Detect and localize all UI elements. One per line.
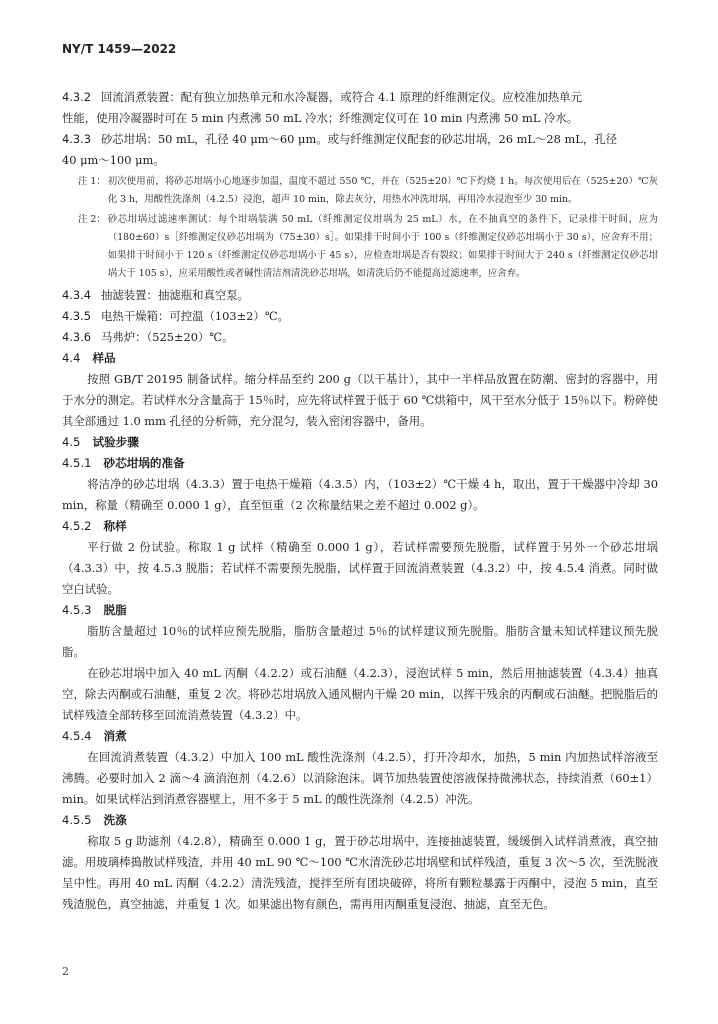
heading-number: 4.5	[62, 435, 81, 449]
heading-title: 样品	[92, 351, 116, 365]
heading-4-5-5	[62, 810, 658, 831]
clause-continuation: 性能，使用冷凝器时可在 5 min 内煮沸 50 mL 冷水；纤维测定仪可在 10 min 内煮沸 50 mL 冷水。	[62, 111, 579, 125]
note-label: 注 1：	[78, 176, 106, 187]
clause-continuation: 40 μm～100 μm。	[62, 153, 165, 167]
heading-number: 4.4	[62, 351, 81, 365]
heading-4-5	[62, 432, 658, 453]
paragraph: 在砂芯坩埚中加入 40 mL 丙酮（4.2.2）或石油醚（4.2.3），浸泡试样 5 min，然后用抽滤装置（4.3.4）抽真空，除去丙酮或石油醚，重复 2 次。将砂芯坩埚放入通风橱内干燥 20 min，以挥干残余的丙酮或石油醚。把脱脂后的试样残渣全部转移至回流消煮装置（4.3.2）中。	[62, 666, 658, 722]
paragraph: 按照 GB/T 20195 制备试样。缩分样品至约 200 g（以干基计），其中一半样品放置在防潮、密封的容器中，用于水分的测定。若试样水分含量高于 15％时，应先将试样置于低于 60 ℃烘箱中，风干至水分低于 15％以下。粉碎使其全部通过 1.0 mm 孔径的分析筛，充分混匀，装入密闭容器中，备用。	[62, 372, 658, 428]
heading-4-5-4	[62, 726, 658, 747]
section-4-3-2	[62, 87, 658, 129]
section-4-3-6	[62, 327, 658, 348]
heading-title: 洗涤	[103, 813, 127, 827]
clause-line	[62, 87, 658, 108]
section-4-3-5	[62, 306, 658, 327]
note-1	[78, 173, 658, 209]
clause-text: 电热干燥箱：可控温（103±2）℃。	[100, 309, 289, 323]
clause-text: 回流消煮装置：配有独立加热单元和水冷凝器，或符合 4.1 原理的纤维测定仪。应校准加热单元	[100, 90, 582, 104]
paragraph: 将洁净的砂芯坩埚（4.3.3）置于电热干燥箱（4.3.5）内，（103±2）℃干燥 4 h，取出，置于干燥器中冷却 30 min，称量（精确至 0.000 1 g），直至恒重（2 次称量结果之差不超过 0.002 g）。	[62, 477, 658, 512]
paragraph: 称取 5 g 助滤剂（4.2.8），精确至 0.000 1 g，置于砂芯坩埚中，连接抽滤装置，缓缓倒入试样消煮液，真空抽滤。用玻璃棒搗散试样残渣，并用 40 mL 90 ℃～100 ℃水清洗砂芯坩埚壁和试样残渣，重复 3 次～5 次，至洗脱液呈中性。再用 40 mL 丙酮（4.2.2）清洗残渣，搅拌至所有团块破碎，将所有颗粒暴露于丙酮中，浸泡 5 min，直至残渣脱色，真空抽滤，并重复 1 次。如果滤出物有颜色，需再用丙酮重复浸泡、抽滤，直至无色。	[62, 834, 658, 911]
heading-number: 4.5.1	[62, 456, 92, 470]
heading-title: 称样	[103, 519, 127, 533]
note-text: 初次使用前，将砂芯坩埚小心地逐步加温，温度不超过 550 ℃，并在（525±20）℃下灼烧 1 h。每次使用后在（525±20）℃灰化 3 h，用酸性洗涤剂（4.2.5）浸泡，超声 10 min，除去灰分，用热水冲洗坩埚，再用冷水浸泡至少 30 min。	[107, 176, 658, 205]
heading-number: 4.5.2	[62, 519, 92, 533]
paragraph: 在回流消煮装置（4.3.2）中加入 100 mL 酸性洗涤剂（4.2.5），打开冷却水，加热，5 min 内加热试样溶液至沸腾。必要时加入 2 滴～4 滴消泡剂（4.2.6）以消除泡沫。调节加热装置使溶液保持微沸状态，持续消煮（60±1）min。如果试样沾到消煮容器壁上，用不多于 5 mL 的酸性洗涤剂（4.2.5）冲洗。	[62, 750, 658, 806]
page-number: 2	[62, 965, 69, 978]
heading-title: 试验步骤	[92, 435, 139, 449]
clause-text: 马弗炉：（525±20）℃。	[100, 330, 234, 344]
clause-number: 4.3.5	[62, 309, 91, 323]
note-2	[78, 211, 658, 283]
heading-number: 4.5.3	[62, 603, 92, 617]
paragraph: 脂肪含量超过 10％的试样应预先脱脂，脂肪含量超过 5％的试样建议预先脱脂。脂肪含量未知试样建议预先脱脂。	[62, 624, 658, 659]
heading-title: 砂芯坩埚的准备	[103, 456, 185, 470]
clause-line	[62, 129, 658, 150]
heading-4-4	[62, 348, 658, 369]
heading-4-5-2	[62, 516, 658, 537]
heading-title: 消煮	[103, 729, 127, 743]
heading-4-5-1	[62, 453, 658, 474]
clause-text: 砂芯坩埚：50 mL，孔径 40 μm～60 μm。或与纤维测定仪配套的砂芯坩埚，26 mL～28 mL，孔径	[100, 132, 618, 146]
clause-number: 4.3.4	[62, 288, 91, 302]
heading-number: 4.5.5	[62, 813, 92, 827]
clause-text: 抽滤装置：抽滤瓶和真空泵。	[100, 288, 250, 302]
paragraph: 平行做 2 份试验。称取 1 g 试样（精确至 0.000 1 g），若试样需要预先脱脂，试样置于另外一个砂芯坩埚（4.3.3）中，按 4.5.3 脱脂；若试样不需要预先脱脂，试样置于回流消煮装置（4.3.2）中，按 4.5.4 消煮。同时做空白试验。	[62, 540, 658, 596]
clause-number: 4.3.6	[62, 330, 91, 344]
section-4-3-3	[62, 129, 658, 283]
note-label: 注 2：	[78, 214, 106, 225]
clause-number: 4.3.3	[62, 132, 91, 146]
clause-number: 4.3.2	[62, 90, 91, 104]
standard-code-header: NY/T 1459—2022	[62, 42, 177, 56]
heading-number: 4.5.4	[62, 729, 92, 743]
section-4-3-4	[62, 285, 658, 306]
heading-title: 脱脂	[103, 603, 127, 617]
heading-4-5-3	[62, 600, 658, 621]
note-text: 砂芯坩埚过滤速率测试：每个坩埚装满 50 mL（纤维测定仪坩埚为 25 mL）水，在不抽真空的条件下，记录排干时间，应为（180±60）s［纤维测定仪砂芯坩埚为（75±30）s］。如果排干时间小于 100 s（纤维测定仪砂芯坩埚小于 30 s），应舍弃不用；如果排干时间小于 120 s（纤维测定仪砂芯坩埚小于 45 s），应检查坩埚是否有裂纹；如果排干时间大于 240 s（纤维测定仪砂芯坩埚大于 105 s），应采用酸性或者碱性清洁剂清洗砂芯坩埚，如清洗后仍不能提高过滤速率，应舍弃。	[107, 214, 658, 279]
